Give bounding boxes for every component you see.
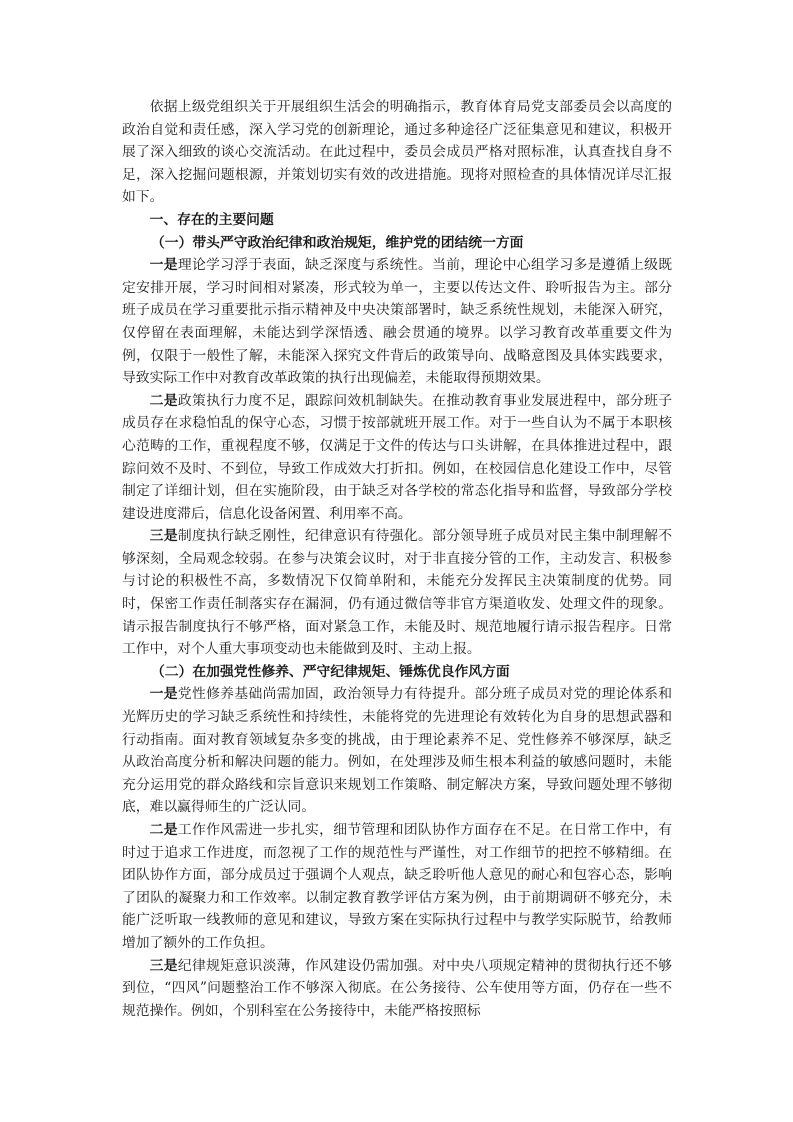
problem-paragraph (122, 955, 672, 1023)
paragraph-body: 党性修养基础尚需加固，政治领导力有待提升。部分班子成员对党的理论体系和光辉历史的学习缺乏系统性和持续性，未能将党的先进理论有效转化为自身的思想武器和行动指南。面对教育领域复杂多变的挑战，由于理论素养不足、党性修养不够深厚，缺乏从政治高度分析和解决问题的能力。例如，在处理涉及师生根本利益的敏感问题时，未能充分运用党的群众路线和宗旨意识来规划工作策略、制定解决方案，导致问题处理不够彻底，难以赢得师生的广泛认同。 (122, 686, 673, 816)
paragraph-lead: 三是 (149, 528, 178, 545)
subsection-heading-political-discipline: （一）带头严守政治纪律和政治规矩，维护党的团结统一方面 (150, 234, 524, 251)
document-page (122, 96, 672, 1022)
problem-paragraph (122, 390, 672, 526)
problem-paragraph (122, 254, 672, 390)
problem-paragraph (122, 819, 672, 955)
intro-paragraph: 依据上级党组织关于开展组织生活会的明确指示，教育体育局党支部委员会以高度的政治自觉和责任感，深入学习党的创新理论，通过多种途径广泛征集意见和建议，积极开展了深入细致的谈心交流活动。在此过程中，委员会成员严格对照标准，认真查找自身不足，深入挖掘问题根源，并策划切实有效的改进措施。现将对照检查的具体情况详尽汇报如下。 (122, 99, 672, 206)
paragraph-lead: 三是 (149, 957, 178, 974)
paragraph-lead: 二是 (149, 822, 178, 838)
paragraph-body: 理论学习浮于表面，缺乏深度与系统性。当前，理论中心组学习多是遵循上级既定安排开展，学习时间相对紧凑，形式较为单一，主要以传达文件、聆听报告为主。部分班子成员在学习重要批示指示精神及中央决策部署时，缺乏系统性规划，未能深入研究，仅停留在表面理解，未能达到学深悟透、融会贯通的境界。以学习教育改革重要文件为例，仅限于一般性了解，未能深入探究文件背后的政策导向、战略意图及具体实践要求，导致实际工作中对教育改革政策的执行出现偏差，未能取得预期效果。 (122, 257, 673, 387)
subsection-heading-party-spirit: （二）在加强党性修养、严守纪律规矩、锤炼优良作风方面 (150, 663, 510, 680)
paragraph-lead: 一是 (149, 257, 178, 274)
paragraph-body: 纪律规矩意识淡薄，作风建设仍需加强。对中央八项规定精神的贯彻执行还不够到位，“四风”问题整治工作不够深入彻底。在公务接待、公车使用等方面，仍存在一些不规范操作。例如，个别科室在公务接待中，未能严格按照标 (122, 957, 673, 1019)
paragraph-body: 工作作风需进一步扎实，细节管理和团队协作方面存在不足。在日常工作中，有时过于追求工作进度，而忽视了工作的规范性与严谨性，对工作细节的把控不够精细。在团队协作方面，部分成员过于强调个人观点，缺乏聆听他人意见的耐心和包容心态，影响了团队的凝聚力和工作效率。以制定教育教学评估方案为例，由于前期调研不够充分，未能广泛听取一线教师的意见和建议，导致方案在实际执行过程中与教学实际脱节，给教师增加了额外的工作负担。 (122, 822, 673, 951)
paragraph-lead: 一是 (149, 686, 178, 703)
paragraph-body: 制度执行缺乏刚性，纪律意识有待强化。部分领导班子成员对民主集中制理解不够深刻，全局观念较弱。在参与决策会议时，对于非直接分管的工作，主动发言、积极参与讨论的积极性不高，多数情况下仅简单附和，未能充分发挥民主决策制度的优势。同时，保密工作责任制落实存在漏洞，仍有通过微信等非官方渠道收发、处理文件的现象。请示报告制度执行不够严格，面对紧急工作，未能及时、规范地履行请示报告程序。日常工作中，对个人重大事项变动也未能做到及时、主动上报。 (122, 528, 673, 658)
paragraph-lead: 二是 (149, 392, 178, 409)
problem-paragraph (122, 525, 672, 661)
problem-paragraph (122, 683, 672, 819)
paragraph-body: 政策执行力度不足，跟踪问效机制缺失。在推动教育事业发展进程中，部分班子成员存在求稳怕乱的保守心态，习惯于按部就班开展工作。对于一些自认为不属于本职核心范畴的工作，重视程度不够，仅满足于文件的传达与口头讲解，在具体推进过程中，跟踪问效不及时、不到位，导致工作成效大打折扣。例如，在校园信息化建设工作中，尽管制定了详细计划，但在实施阶段，由于缺乏对各学校的常态化指导和监督，导致部分学校建设进度滞后，信息化设备闲置、利用率不高。 (122, 392, 673, 522)
section-heading-main-problems: 一、存在的主要问题 (149, 211, 274, 228)
